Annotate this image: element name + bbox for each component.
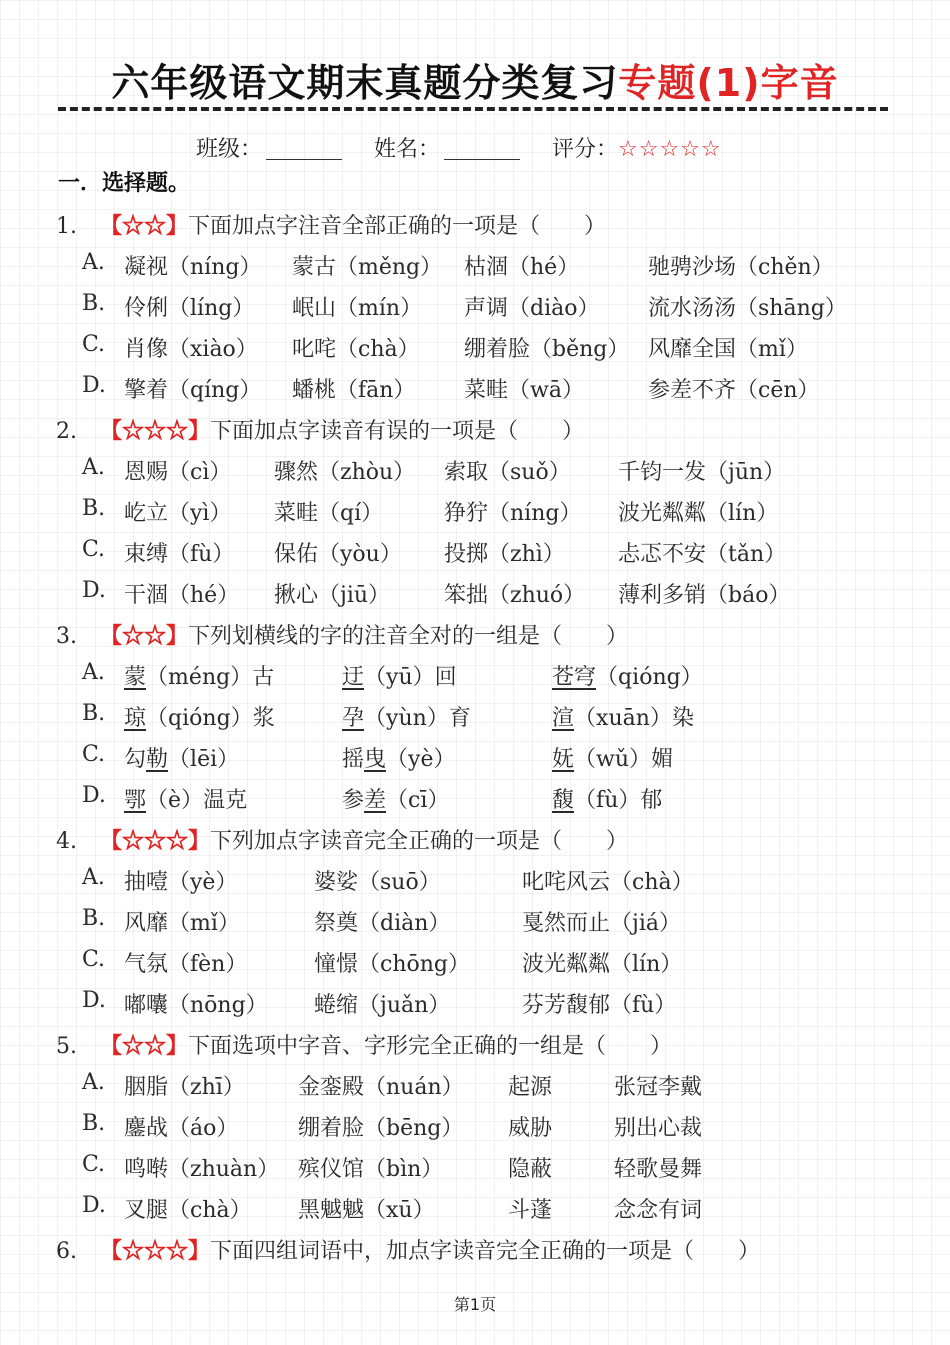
difficulty-stars: 【☆☆】 xyxy=(100,213,189,239)
option-item: 婆娑（suō） xyxy=(314,870,441,895)
option-letter[interactable]: A. xyxy=(82,1070,105,1095)
option-letter[interactable]: C. xyxy=(82,332,106,357)
title-divider xyxy=(58,107,888,111)
question-text: 下列加点字读音完全正确的一项是（ ） xyxy=(210,829,629,854)
option-item: 芬芳馥郁（fù） xyxy=(522,993,677,1018)
option-item: 孕（yùn）育 xyxy=(342,706,471,731)
option-item: 索取（suǒ） xyxy=(444,460,571,485)
option-item: 摇曳（yè） xyxy=(342,747,456,772)
option-letter[interactable]: C. xyxy=(82,1152,106,1177)
option-letter[interactable]: B. xyxy=(82,291,106,316)
option-letter[interactable]: C. xyxy=(82,742,106,767)
option-item: 菜畦（qí） xyxy=(274,501,384,526)
score-label: 评分： xyxy=(552,137,619,162)
option-item: 蜷缩（juǎn） xyxy=(314,993,451,1018)
option-item: 绷着脸（běng） xyxy=(464,337,630,362)
option-item: 憧憬（chōng） xyxy=(314,952,470,977)
option-item: 苍穹（qióng） xyxy=(552,665,703,690)
option-item: 屹立（yì） xyxy=(124,501,232,526)
class-field[interactable] xyxy=(196,132,342,163)
option-item: 保佑（yòu） xyxy=(274,542,402,567)
option-item: 蟠桃（fān） xyxy=(292,378,416,403)
option-item: 琼（qióng）浆 xyxy=(124,706,275,731)
option-letter[interactable]: B. xyxy=(82,496,106,521)
question-number: 5. xyxy=(56,1034,77,1059)
question-4 xyxy=(56,824,628,855)
class-blank[interactable] xyxy=(266,137,342,160)
option-item: 念念有词 xyxy=(614,1198,703,1223)
option-item: 馥（fù）郁 xyxy=(552,788,663,813)
title-highlight: 专题(1)字音 xyxy=(618,61,839,105)
option-item: 抽噎（yè） xyxy=(124,870,238,895)
option-item: 千钧一发（jūn） xyxy=(618,460,786,485)
student-info-row xyxy=(0,132,950,162)
name-field[interactable] xyxy=(374,132,520,163)
option-item: 祭奠（diàn） xyxy=(314,911,451,936)
option-item: 肖像（xiào） xyxy=(124,337,258,362)
option-item: 嘟囔（nōng） xyxy=(124,993,268,1018)
option-item: 流水汤汤（shāng） xyxy=(648,296,847,321)
option-letter[interactable]: A. xyxy=(82,660,105,685)
option-item: 波光粼粼（lín） xyxy=(618,501,779,526)
option-item: 渲（xuān）染 xyxy=(552,706,694,731)
option-item: 投掷（zhì） xyxy=(444,542,565,567)
option-item: 斗蓬 xyxy=(508,1198,553,1223)
option-letter[interactable]: A. xyxy=(82,250,105,275)
option-item: 叱咤风云（chà） xyxy=(522,870,694,895)
option-item: 金銮殿（nuán） xyxy=(298,1075,464,1100)
option-item: 蒙古（měng） xyxy=(292,255,443,280)
option-item: 声调（diào） xyxy=(464,296,600,321)
option-letter[interactable]: D. xyxy=(82,373,106,398)
question-text: 下列划横线的字的注音全对的一组是（ ） xyxy=(188,624,629,649)
difficulty-stars: 【☆☆☆】 xyxy=(100,418,211,444)
question-number: 6. xyxy=(56,1239,77,1264)
option-item: 参差（cī） xyxy=(342,788,450,813)
difficulty-stars: 【☆☆☆】 xyxy=(100,828,211,854)
option-item: 骤然（zhòu） xyxy=(274,460,416,485)
difficulty-stars: 【☆☆】 xyxy=(100,623,189,649)
option-letter[interactable]: C. xyxy=(82,947,106,972)
option-item: 张冠李戴 xyxy=(614,1075,703,1100)
question-text: 下面四组词语中，加点字读音完全正确的一项是（ ） xyxy=(210,1239,761,1264)
option-item: 隐蔽 xyxy=(508,1157,553,1182)
option-item: 戛然而止（jiá） xyxy=(522,911,681,936)
question-1 xyxy=(56,209,606,240)
question-number: 1. xyxy=(56,214,77,239)
option-item: 勾勒（lēi） xyxy=(124,747,240,772)
difficulty-stars: 【☆☆】 xyxy=(100,1033,189,1059)
option-letter[interactable]: B. xyxy=(82,701,106,726)
option-item: 参差不齐（cēn） xyxy=(648,378,820,403)
question-text: 下面加点字注音全部正确的一项是（ ） xyxy=(188,214,607,239)
question-6 xyxy=(56,1234,760,1265)
question-text: 下面选项中字音、字形完全正确的一组是（ ） xyxy=(188,1034,673,1059)
option-item: 迂（yū）回 xyxy=(342,665,457,690)
option-item: 揪心（jiū） xyxy=(274,583,391,608)
name-label: 姓名： xyxy=(374,137,441,162)
option-letter[interactable]: A. xyxy=(82,455,105,480)
option-item: 黑魆魆（xū） xyxy=(298,1198,435,1223)
option-item: 波光粼粼（lín） xyxy=(522,952,683,977)
option-item: 气氛（fèn） xyxy=(124,952,248,977)
option-item: 轻歌曼舞 xyxy=(614,1157,703,1182)
option-item: 鏖战（áo） xyxy=(124,1116,239,1141)
option-item: 鸣啭（zhuàn） xyxy=(124,1157,280,1182)
question-3 xyxy=(56,619,628,650)
option-item: 起源 xyxy=(508,1075,553,1100)
question-text: 下面加点字读音有误的一项是（ ） xyxy=(210,419,585,444)
option-item: 伶俐（líng） xyxy=(124,296,255,321)
option-item: 凝视（níng） xyxy=(124,255,262,280)
option-letter[interactable]: A. xyxy=(82,865,105,890)
option-item: 叱咤（chà） xyxy=(292,337,420,362)
difficulty-stars: 【☆☆☆】 xyxy=(100,1238,211,1264)
option-item: 驰骋沙场（chěn） xyxy=(648,255,834,280)
question-number: 3. xyxy=(56,624,77,649)
option-item: 笨拙（zhuó） xyxy=(444,583,586,608)
option-letter[interactable]: B. xyxy=(82,1111,106,1136)
option-item: 恩赐（cì） xyxy=(124,460,232,485)
option-item: 菜畦（wā） xyxy=(464,378,584,403)
option-item: 薄利多销（báo） xyxy=(618,583,791,608)
option-item: 擎着（qíng） xyxy=(124,378,262,403)
page-title xyxy=(0,52,950,107)
option-item: 妩（wǔ）媚 xyxy=(552,747,674,772)
option-item: 风靡全国（mǐ） xyxy=(648,337,808,362)
score-stars: ☆☆☆☆☆ xyxy=(618,137,722,162)
class-label: 班级： xyxy=(196,137,263,162)
page-number: 第1页 xyxy=(453,1295,497,1314)
option-item: 殡仪馆（bìn） xyxy=(298,1157,444,1182)
option-item: 束缚（fù） xyxy=(124,542,235,567)
question-5 xyxy=(56,1029,672,1060)
question-2 xyxy=(56,414,584,445)
option-letter[interactable]: D. xyxy=(82,988,106,1013)
option-letter[interactable]: D. xyxy=(82,578,106,603)
name-blank[interactable] xyxy=(444,137,520,160)
option-item: 别出心裁 xyxy=(614,1116,703,1141)
title-main: 六年级语文期末真题分类复习 xyxy=(111,61,619,105)
option-letter[interactable]: D. xyxy=(82,1193,106,1218)
option-item: 干涸（hé） xyxy=(124,583,240,608)
option-letter[interactable]: C. xyxy=(82,537,106,562)
option-item: 蒙（méng）古 xyxy=(124,665,275,690)
option-item: 风靡（mǐ） xyxy=(124,911,240,936)
option-item: 枯涸（hé） xyxy=(464,255,580,280)
option-item: 威胁 xyxy=(508,1116,553,1141)
question-number: 2. xyxy=(56,419,77,444)
score-field xyxy=(552,132,722,163)
option-item: 岷山（mín） xyxy=(292,296,423,321)
option-item: 叉腿（chà） xyxy=(124,1198,252,1223)
option-letter[interactable]: B. xyxy=(82,906,106,931)
option-item: 鄂（è）温克 xyxy=(124,788,248,813)
option-item: 忐忑不安（tǎn） xyxy=(618,542,787,567)
question-number: 4. xyxy=(56,829,77,854)
option-item: 绷着脸（bēng） xyxy=(298,1116,464,1141)
option-item: 胭脂（zhī） xyxy=(124,1075,245,1100)
option-item: 狰狞（níng） xyxy=(444,501,582,526)
option-letter[interactable]: D. xyxy=(82,783,106,808)
section-title: 一．选择题。 xyxy=(58,171,191,196)
